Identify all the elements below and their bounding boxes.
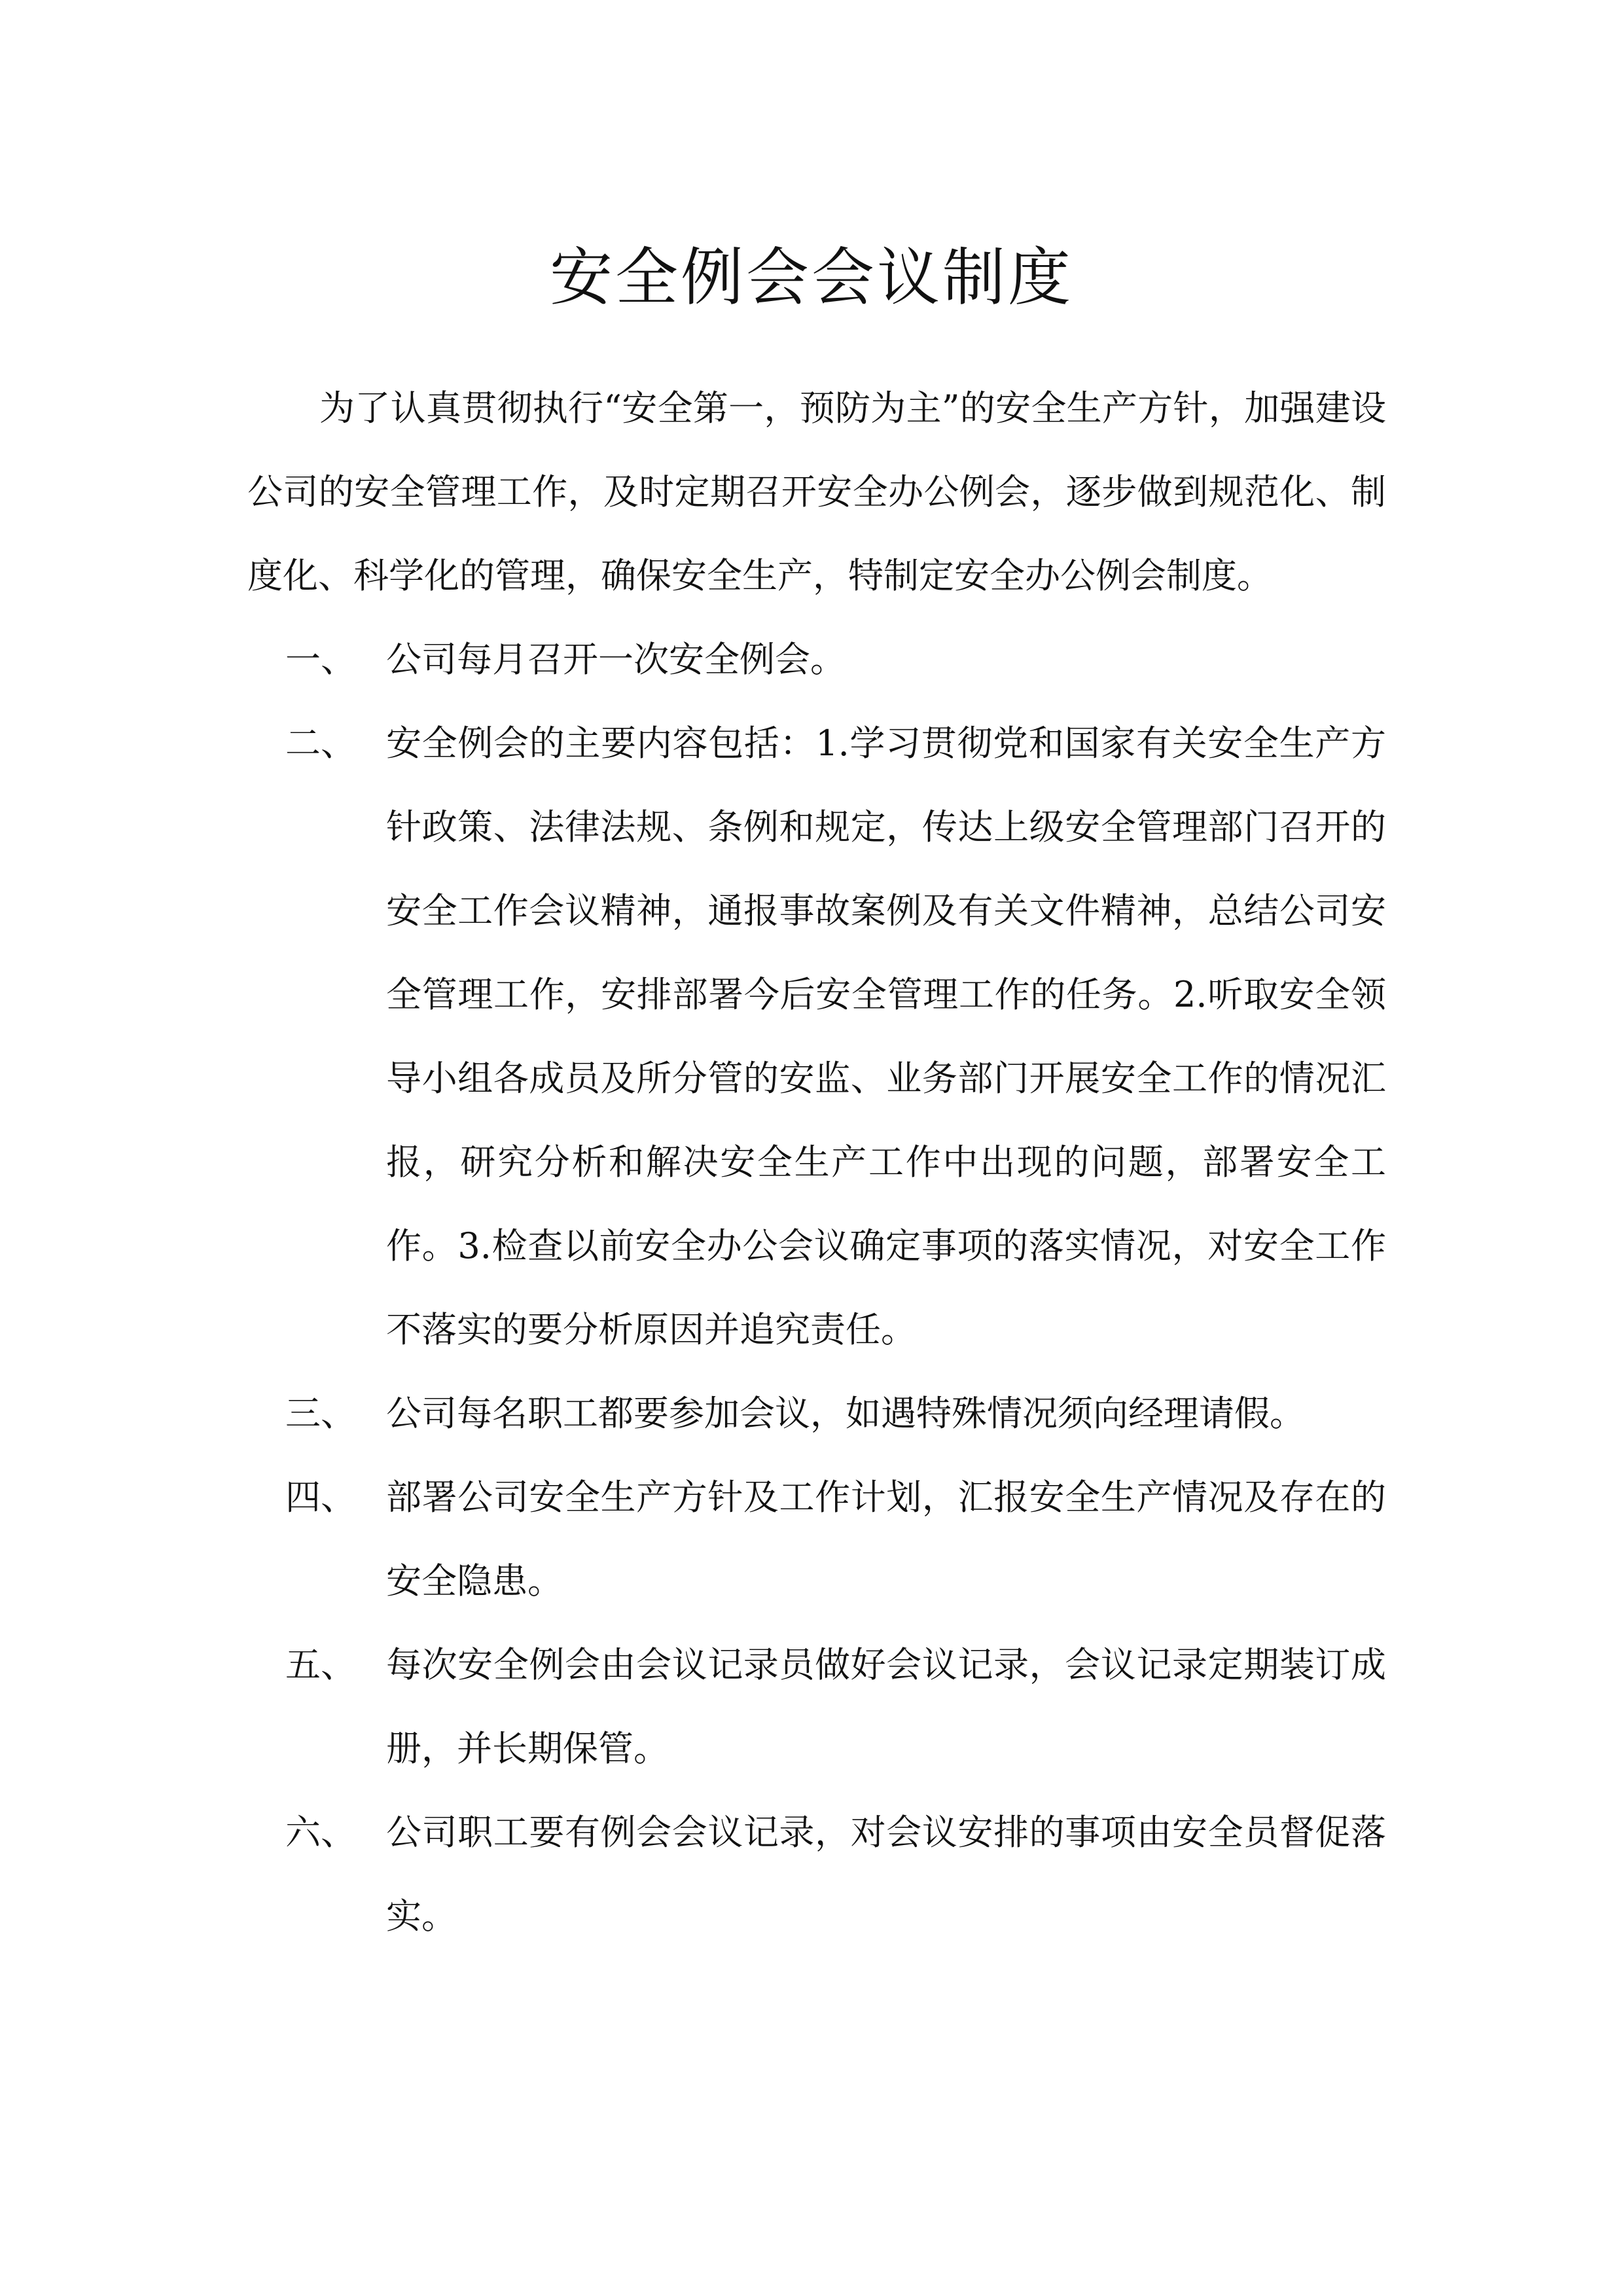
list-item [247,1791,1386,1958]
list-item-text: 每次安全例会由会议记录员做好会议记录，会议记录定期装订成册，并长期保管。 [386,1644,1386,1769]
list-item [247,1372,1386,1456]
list-item-number: 三、 [285,1393,356,1434]
list-item [247,702,1386,1372]
list-item-number: 六、 [285,1812,356,1853]
list-item-text: 公司每月召开一次安全例会。 [386,639,846,680]
list-item-number: 四、 [285,1477,356,1518]
list-item-number: 五、 [285,1644,356,1685]
list-item [247,1623,1386,1791]
document-body [247,367,1386,1958]
list-item [247,1456,1386,1623]
intro-paragraph: 为了认真贯彻执行“安全第一，预防为主”的安全生产方针，加强建设公司的安全管理工作，及时定期召开安全办公例会，逐步做到规范化、制度化、科学化的管理，确保安全生产，特制定安全办公例会制度。 [247,387,1386,596]
document-title: 安全例会会议制度 [550,241,1073,315]
list-item [247,618,1386,702]
list-item-text: 公司每名职工都要参加会议，如遇特殊情况须向经理请假。 [386,1393,1305,1434]
list-item-number: 二、 [285,723,356,764]
list-item-number: 一、 [285,639,356,680]
list-item-text: 安全例会的主要内容包括：1.学习贯彻党和国家有关安全生产方针政策、法律法规、条例和规定，传达上级安全管理部门召开的安全工作会议精神，通报事故案例及有关文件精神，总结公司安全管理工作，安排部署今后安全管理工作的任务。2.听取安全领导小组各成员及所分管的安监、业务部门开展安全工作的情况汇报，研究分析和解决安全生产工作中出现的问题，部署安全工作。3.检查以前安全办公会议确定事项的落实情况，对安全工作不落实的要分析原因并追究责任。 [386,723,1386,1350]
list-item-text: 部署公司安全生产方针及工作计划，汇报安全生产情况及存在的安全隐患。 [386,1477,1386,1602]
list-item-text: 公司职工要有例会会议记录，对会议安排的事项由安全员督促落实。 [386,1812,1386,1937]
